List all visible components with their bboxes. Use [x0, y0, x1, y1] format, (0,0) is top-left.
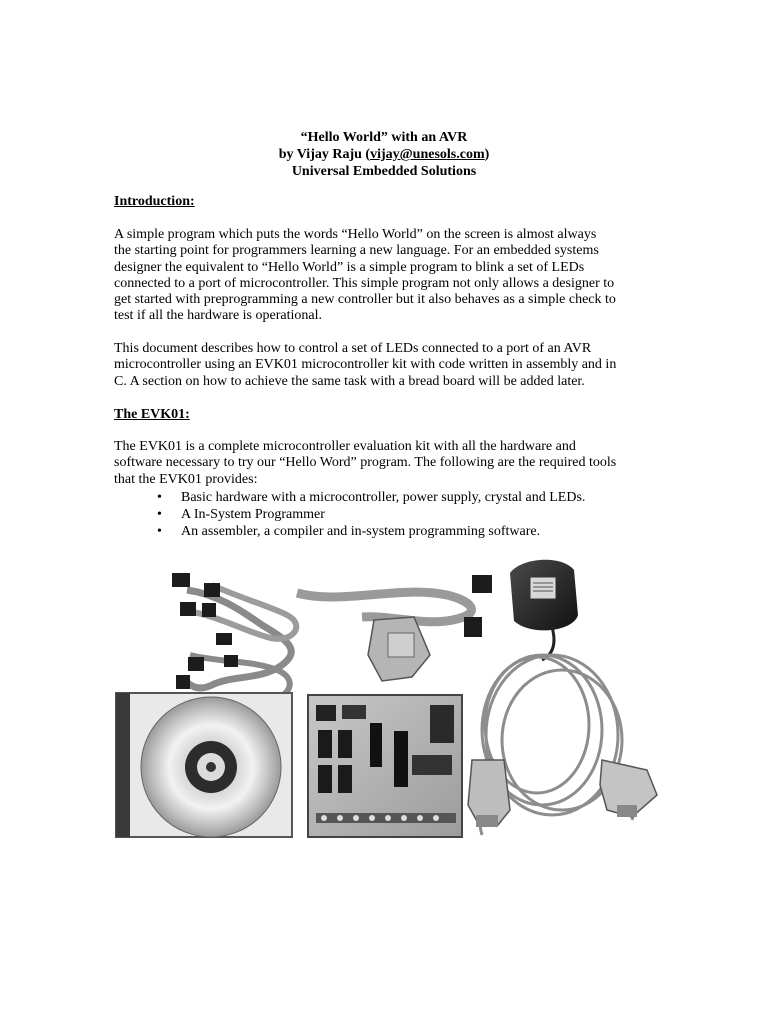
list-item — [114, 523, 585, 540]
text-line: the starting point for programmers learning a new language. For an embedded systems — [114, 243, 599, 259]
document-title: “Hello World” with an AVR — [300, 130, 468, 145]
bullet-icon: • — [157, 490, 162, 505]
db9-connector-right — [600, 760, 657, 817]
software-cd — [116, 693, 292, 837]
list-item-text: An assembler, a compiler and in-system programming software. — [181, 524, 541, 539]
evk01-board — [308, 695, 462, 837]
text-line: connected to a port of microcontroller. This simple program not only allows a designer to — [114, 275, 615, 291]
intro-paragraph-1 — [114, 227, 659, 325]
text-line: The EVK01 is a complete microcontroller evaluation kit with all the hardware and — [114, 439, 576, 454]
text-line: microcontroller using an EVK01 microcontroller kit with code written in assembly and in — [114, 357, 617, 373]
author-email-link[interactable]: vijay@unesols.com — [370, 147, 485, 162]
db9-connector-left — [468, 760, 510, 827]
text-line: C. A section on how to achieve the same task with a bread board will be added later. — [114, 373, 585, 389]
section-heading-evk01: The EVK01: — [114, 407, 190, 422]
text-line: A simple program which puts the words “Hello World” on the screen is almost always — [114, 227, 597, 242]
power-adapter — [510, 560, 578, 660]
text-line: test if all the hardware is operational. — [114, 308, 322, 324]
list-item — [114, 489, 585, 506]
text-line: This document describes how to control a set of LEDs connected to a port of an AVR — [114, 341, 592, 356]
evk01-kit-photo — [112, 555, 664, 845]
evk01-paragraph — [114, 439, 659, 488]
parallel-cable — [297, 575, 492, 681]
list-item-text: Basic hardware with a microcontroller, power supply, crystal and LEDs. — [181, 490, 586, 505]
text-line: software necessary to try our “Hello Word” program. The following are the required tools — [114, 455, 617, 471]
intro-paragraph-2 — [114, 341, 659, 390]
document-title-block — [0, 129, 768, 180]
author-line — [0, 146, 768, 163]
organization-name: Universal Embedded Solutions — [291, 164, 477, 179]
list-item-text: A In-System Programmer — [181, 507, 325, 522]
text-line: get started with preprogramming a new controller but it also behaves as a simple check to — [114, 292, 616, 308]
programmer-ribbon-cable — [172, 573, 296, 701]
tools-bullet-list — [114, 489, 585, 540]
bullet-icon: • — [157, 507, 162, 522]
text-line: that the EVK01 provides: — [114, 471, 258, 487]
author-close-paren: ) — [484, 147, 490, 162]
text-line: designer the equivalent to “Hello World” is a simple program to blink a set of LEDs — [114, 259, 585, 275]
list-item — [114, 506, 585, 523]
author-text: by Vijay Raju ( — [278, 147, 371, 162]
section-heading-introduction: Introduction: — [114, 194, 195, 209]
bullet-icon: • — [157, 524, 162, 539]
